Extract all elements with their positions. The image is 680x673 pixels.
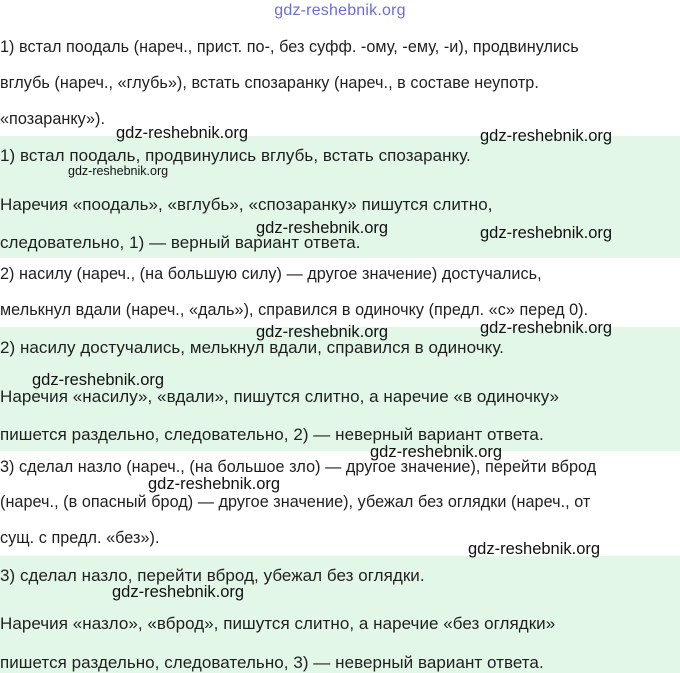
watermark: gdz-reshebnik.org (256, 323, 389, 341)
answer-line: Наречия «поодаль», «вглубь», «спозаранку» пишутся слитно, (0, 195, 493, 214)
analysis-line: 1) встал поодаль (нареч., прист. по-, без суфф. -ому, -ему, -и), продвинулись (0, 38, 579, 56)
watermark: gdz-reshebnik.org (480, 319, 613, 337)
answer-line: 1) встал поодаль, продвинулись вглубь, встать спозаранку. (0, 146, 471, 165)
watermark: gdz-reshebnik.org (32, 371, 165, 389)
watermark: gdz-reshebnik.org (116, 124, 249, 142)
answer-line: следовательно, 1) — верный вариант ответа. (0, 233, 361, 252)
watermark: gdz-reshebnik.org (480, 127, 613, 145)
answer-line: 3) сделал назло, перейти вброд, убежал без оглядки. (0, 566, 425, 585)
answer-line: 2) насилу достучались, мелькнул вдали, справился в одиночку. (0, 338, 504, 357)
watermark: gdz-reshebnik.org (468, 540, 601, 558)
answer-line: пишется раздельно, следовательно, 3) — неверный вариант ответа. (0, 653, 544, 672)
answer-line: пишется раздельно, следовательно, 2) — неверный вариант ответа. (0, 425, 544, 444)
watermark: gdz-reshebnik.org (256, 219, 389, 237)
answer-line: Наречия «назло», «вброд», пишутся слитно, а наречие «без оглядки» (0, 614, 556, 633)
analysis-line: сущ. с предл. «без»). (0, 529, 160, 547)
answer-line: Наречия «насилу», «вдали», пишутся слитно, а наречие «в одиночку» (0, 387, 559, 406)
watermark: gdz-reshebnik.org (112, 583, 245, 601)
analysis-line: (нареч., (в опасный брод) — другое значение), убежал без оглядки (нареч., от (0, 493, 591, 511)
watermark: gdz-reshebnik.org (68, 164, 169, 178)
analysis-line: мелькнул вдали (нареч., «даль»), справился в одиночку (предл. «с» перед 0). (0, 301, 589, 319)
watermark: gdz-reshebnik.org (480, 224, 613, 242)
analysis-line: 2) насилу (нареч., (на большую силу) — другое значение) достучались, (0, 265, 542, 283)
site-header-watermark: gdz-reshebnik.org (274, 2, 406, 19)
watermark: gdz-reshebnik.org (370, 443, 503, 461)
analysis-line: вглубь (нареч., «глубь»), встать спозаранку (нареч., в составе неупотр. (0, 74, 539, 92)
analysis-line: «позаранку»). (0, 110, 106, 128)
watermark: gdz-reshebnik.org (148, 475, 281, 493)
analysis-line: 3) сделал назло (нареч., (на большое зло) — другое значение), перейти вброд (0, 458, 597, 476)
